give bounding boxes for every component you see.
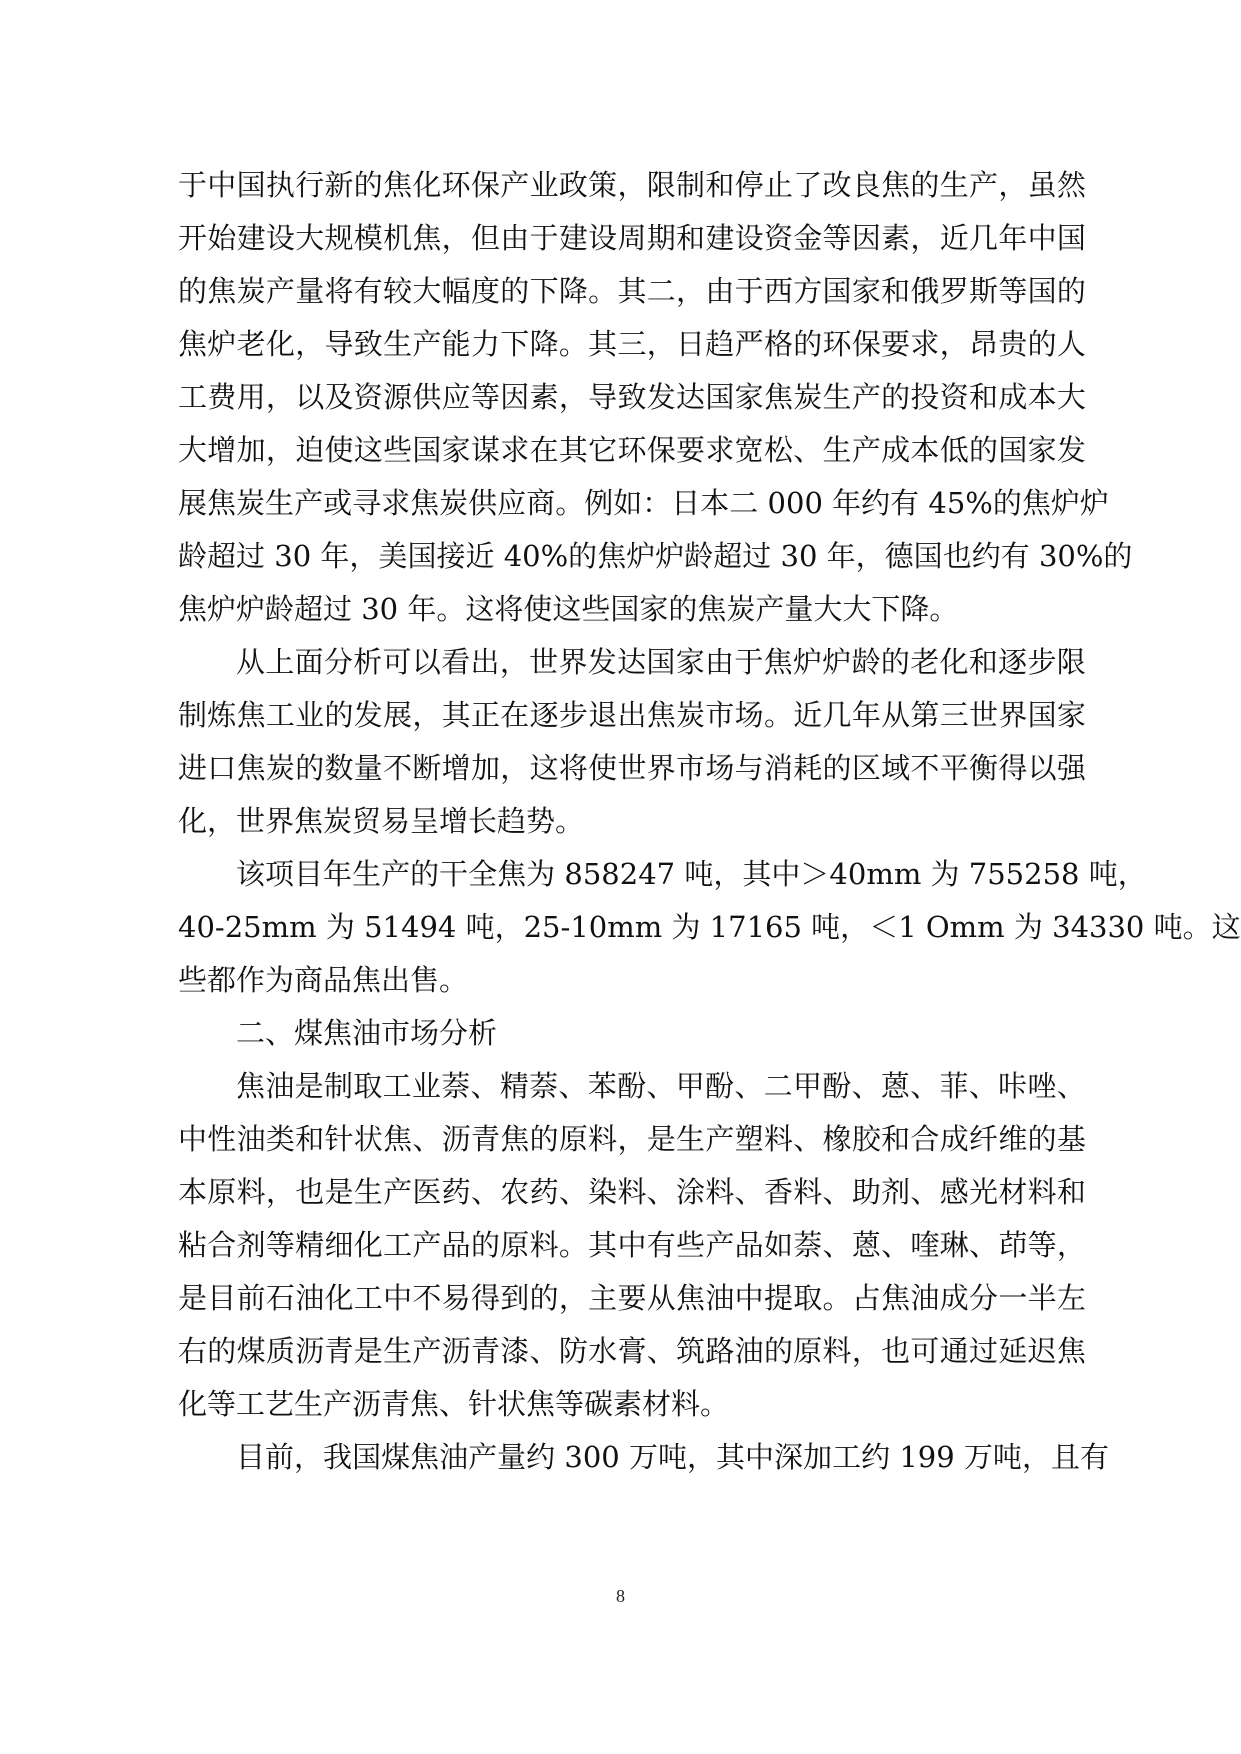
text-line: 焦 油 是 制 取 工 业 萘 、 精 萘 、 苯 酚 、 甲 酚 、 二 甲 酚 、 蒽 、 菲 、 咔 唑 、: [236, 1069, 1086, 1103]
text-line: 龄 超 过 3 0 年 ， 美 国 接 近 4 0 % 的 焦 炉 炉 龄 超 过 3 0 年 ， 德 国 也 约 有 3 0 % 的: [178, 539, 1133, 573]
text-line: 些都作为商品焦出售。: [178, 963, 469, 997]
text-line: 从 上 面 分 析 可 以 看 出 ， 世 界 发 达 国 家 由 于 焦 炉 炉 龄 的 老 化 和 逐 步 限: [236, 645, 1086, 679]
text-line: 右 的 煤 质 沥 青 是 生 产 沥 青 漆 、 防 水 膏 、 筑 路 油 的 原 料 ， 也 可 通 过 延 迟 焦: [178, 1334, 1086, 1368]
text-line: 中 性 油 类 和 针 状 焦 、 沥 青 焦 的 原 料 ， 是 生 产 塑 料 、 橡 胶 和 合 成 纤 维 的 基: [178, 1122, 1086, 1156]
text-line: 焦 炉 老 化 ， 导 致 生 产 能 力 下 降 。 其 三 ， 日 趋 严 格 的 环 保 要 求 ， 昂 贵 的 人: [178, 327, 1086, 361]
text-line: 化等工艺生产沥青焦、针状焦等碳素材料。: [178, 1387, 730, 1421]
text-line: 4 0 - 2 5 m m 为 5 1 4 9 4 吨 ， 2 5 - 1 0 m m 为 1 7 1 6 5 吨 ， ＜ 1 O m m 为 3 4 3 3 0 吨 。 这: [178, 910, 1241, 944]
section-heading: 二、煤焦油市场分析: [236, 1016, 498, 1050]
text-line: 制 炼 焦 工 业 的 发 展 ， 其 正 在 逐 步 退 出 焦 炭 市 场 。 近 几 年 从 第 三 世 界 国 家: [178, 698, 1086, 732]
text-line: 本 原 料 ， 也 是 生 产 医 药 、 农 药 、 染 料 、 涂 料 、 香 料 、 助 剂 、 感 光 材 料 和: [178, 1175, 1086, 1209]
text-line: 的 焦 炭 产 量 将 有 较 大 幅 度 的 下 降 。 其 二 ， 由 于 西 方 国 家 和 俄 罗 斯 等 国 的: [178, 274, 1086, 308]
text-line: 大 增 加 ， 迫 使 这 些 国 家 谋 求 在 其 它 环 保 要 求 宽 松 、 生 产 成 本 低 的 国 家 发: [178, 433, 1086, 467]
text-line: 目 前 ， 我 国 煤 焦 油 产 量 约 3 0 0 万 吨 ， 其 中 深 加 工 约 1 9 9 万 吨 ， 且 有: [236, 1440, 1109, 1474]
text-line: 工 费 用 ， 以 及 资 源 供 应 等 因 素 ， 导 致 发 达 国 家 焦 炭 生 产 的 投 资 和 成 本 大: [178, 380, 1086, 414]
text-line: 进 口 焦 炭 的 数 量 不 断 增 加 ， 这 将 使 世 界 市 场 与 消 耗 的 区 域 不 平 衡 得 以 强: [178, 751, 1086, 785]
page-number: 8: [616, 1586, 625, 1606]
text-line: 于 中 国 执 行 新 的 焦 化 环 保 产 业 政 策 ， 限 制 和 停 止 了 改 良 焦 的 生 产 ， 虽 然: [178, 168, 1086, 202]
text-line: 焦炉炉龄超过 30 年。这将使这些国家的焦炭产量大大下降。: [178, 592, 959, 626]
text-line: 展 焦 炭 生 产 或 寻 求 焦 炭 供 应 商 。 例 如 ： 日 本 二 0 0 0 年 约 有 4 5 % 的 焦 炉 炉: [178, 486, 1109, 520]
text-line: 该 项 目 年 生 产 的 干 全 焦 为 8 5 8 2 4 7 吨 ， 其 中 ＞ 4 0 m m 为 7 5 5 2 5 8 吨 ，: [236, 857, 1147, 891]
text-line: 粘 合 剂 等 精 细 化 工 产 品 的 原 料 。 其 中 有 些 产 品 如 萘 、 蒽 、 喹 琳 、 茚 等 ，: [178, 1228, 1086, 1262]
text-line: 化，世界焦炭贸易呈增长趋势。: [178, 804, 585, 838]
text-line: 开 始 建 设 大 规 模 机 焦 ， 但 由 于 建 设 周 期 和 建 设 资 金 等 因 素 ， 近 几 年 中 国: [178, 221, 1086, 255]
text-line: 是 目 前 石 油 化 工 中 不 易 得 到 的 ， 主 要 从 焦 油 中 提 取 。 占 焦 油 成 分 一 半 左: [178, 1281, 1086, 1315]
